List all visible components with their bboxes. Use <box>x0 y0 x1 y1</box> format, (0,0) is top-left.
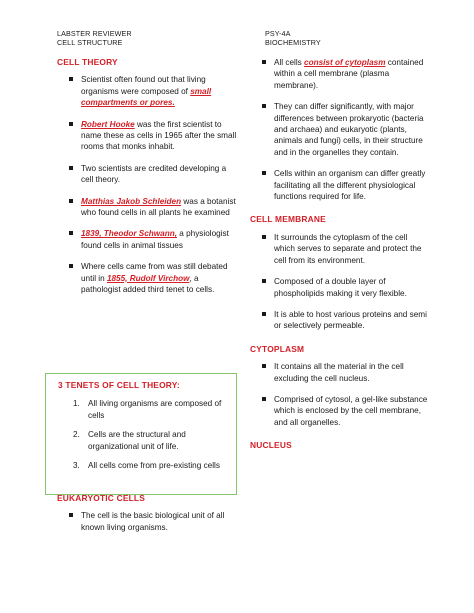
cell-membrane-heading: CELL MEMBRANE <box>250 214 326 225</box>
list-item: Robert Hooke was the first scientist to name these as cells in 1965 after the small rooms that monks inhabit. <box>57 119 237 153</box>
cell-theory-heading: CELL THEORY <box>57 57 118 67</box>
list-item: Two scientists are credited developing a cell theory. <box>57 163 237 186</box>
tenets-box <box>45 373 237 495</box>
list-item: Cells within an organism can differ greatly facilitating all the different physiological functions required for life. <box>250 168 430 202</box>
list-item: They can differ significantly, with major differences between prokaryotic (bacteria and archaea) and eukaryotic (plants, animals and fungi) cells, in their structure and in the organelles they contain. <box>250 101 430 158</box>
tenets-list <box>58 398 236 471</box>
list-item: 2. Cells are the structural and organizational unit of life. <box>73 430 186 451</box>
list-item: Composed of a double layer of phospholipids making it very flexible. <box>250 276 430 299</box>
list-item: Comprised of cytosol, a gel-like substance which is enclosed by the cell membrane, and all organelles. <box>250 394 430 428</box>
cell-membrane-list <box>250 232 430 332</box>
list-item: It contains all the material in the cell excluding the cell nucleus. <box>250 361 430 384</box>
list-item: It surrounds the cytoplasm of the cell which serves to separate and protect the cell from its environment. <box>250 232 430 266</box>
header-left <box>57 29 132 47</box>
nucleus-heading: NUCLEUS <box>250 440 292 451</box>
list-item: It is able to host various proteins and semi or selectively permeable. <box>250 309 430 332</box>
eukaryotic-list <box>57 510 237 533</box>
list-item: 3. All cells come from pre-existing cells <box>73 461 220 471</box>
list-item: 1839, Theodor Schwann, a physiologist found cells in animal tissues <box>57 228 237 251</box>
list-item: Where cells came from was still debated until in 1855, Rudolf Virchow, a pathologist added third tenet to cells. <box>57 261 237 295</box>
cytoplasm-heading: CYTOPLASM <box>250 343 305 354</box>
tenets-heading: 3 TENETS OF CELL THEORY: <box>58 380 180 390</box>
header-course: LABSTER REVIEWER <box>57 29 132 38</box>
right-column <box>250 57 430 452</box>
header-topic: CELL STRUCTURE <box>57 38 123 47</box>
header-subject: BIOCHEMISTRY <box>265 38 321 47</box>
header-right <box>265 29 321 47</box>
list-item: Matthias Jakob Schleiden was a botanist who found cells in all plants he examined <box>57 196 237 219</box>
list-item: The cell is the basic biological unit of all known living organisms. <box>57 510 237 533</box>
cell-theory-list <box>57 74 237 295</box>
cell-intro-list <box>250 57 430 202</box>
list-item: All cells consist of cytoplasm contained within a cell membrane (plasma membrane). <box>250 57 430 91</box>
cytoplasm-list <box>250 361 430 428</box>
list-item: 1. All living organisms are composed of cells <box>73 399 222 420</box>
eukaryotic-heading: EUKARYOTIC CELLS <box>57 493 146 503</box>
left-column <box>57 57 237 306</box>
list-item: Scientist often found out that living organisms were composed of small compartments or pores. <box>57 74 237 108</box>
header-section: PSY-4A <box>265 29 291 38</box>
eukaryotic-section <box>57 493 237 543</box>
